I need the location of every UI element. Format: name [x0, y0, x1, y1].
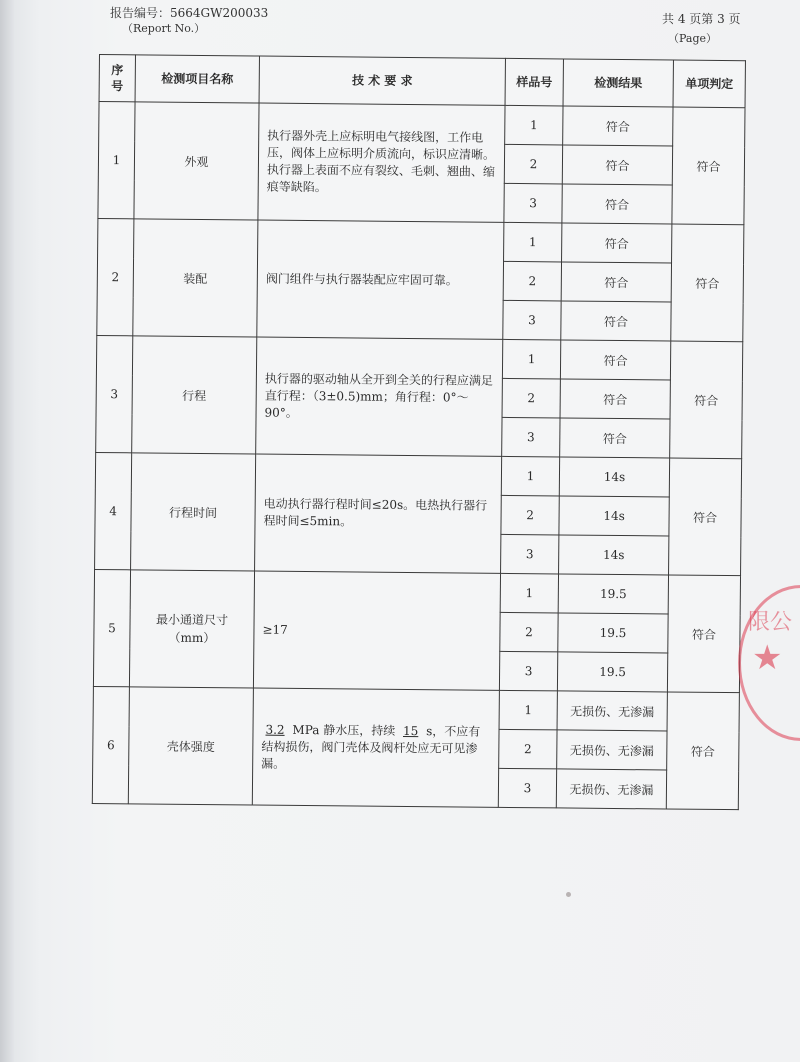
sample-result: 无损伤、无渗漏 — [556, 769, 666, 809]
duration-value: 15 — [403, 723, 419, 738]
sample-id: 2 — [503, 261, 561, 301]
row-verdict: 符合 — [667, 575, 740, 693]
row-number: 1 — [98, 102, 135, 219]
report-number: 报告编号：5664GW200033 — [110, 6, 269, 20]
col-header-sample: 样品号 — [505, 58, 563, 106]
sample-result: 14s — [559, 496, 669, 536]
sample-result: 符合 — [560, 379, 670, 419]
sample-id: 1 — [504, 222, 562, 262]
sample-result: 符合 — [562, 145, 672, 185]
sample-result: 符合 — [560, 418, 670, 458]
sample-id: 2 — [502, 378, 560, 418]
table-row — [98, 218, 744, 263]
row-item: 壳体强度 — [128, 687, 253, 805]
row-requirement: ≥17 — [253, 571, 500, 690]
row-requirement — [252, 688, 499, 807]
sample-id: 1 — [500, 573, 558, 613]
sample-result: 符合 — [562, 184, 672, 224]
seal-star-icon: ★ — [752, 638, 783, 678]
row-requirement: 电动执行器行程时间≤20s。电热执行器行程时间≤5min。 — [255, 454, 502, 573]
binding-shadow — [0, 0, 14, 1062]
sample-id: 2 — [504, 144, 562, 184]
row-number: 5 — [93, 569, 130, 686]
page-number: 共 4 页第 3 页 — [662, 12, 741, 26]
sample-id: 3 — [503, 300, 561, 340]
row-item: 行程 — [132, 336, 257, 454]
row-item: 外观 — [134, 102, 259, 220]
sample-id: 1 — [505, 105, 563, 145]
sample-result: 符合 — [561, 301, 671, 341]
sample-id: 3 — [498, 768, 556, 808]
row-verdict: 符合 — [672, 107, 745, 225]
row-verdict: 符合 — [666, 692, 739, 810]
sample-result: 符合 — [561, 262, 671, 302]
sample-result: 19.5 — [558, 574, 668, 614]
col-header-result: 检测结果 — [563, 59, 673, 107]
sample-id: 3 — [504, 183, 562, 223]
requirement-text: MPa 静水压，持续 — [292, 722, 396, 738]
row-number: 6 — [92, 686, 129, 803]
sample-result: 符合 — [560, 340, 670, 380]
scan-speck — [566, 892, 571, 897]
row-requirement: 执行器的驱动轴从全开到全关的行程应满足直行程：（3±0.5)mm；角行程：0°～90°。 — [256, 337, 503, 456]
table-header-row — [99, 55, 745, 108]
row-number: 4 — [95, 452, 132, 569]
sample-id: 1 — [501, 456, 559, 496]
table-row — [94, 569, 740, 614]
sample-id: 2 — [501, 495, 559, 535]
sample-result: 符合 — [562, 223, 672, 263]
row-requirement: 阀门组件与执行器装配应牢固可靠。 — [257, 220, 504, 339]
test-results-table — [92, 54, 746, 810]
sample-result: 无损伤、无渗漏 — [557, 730, 667, 770]
page-number-en: （Page） — [668, 32, 718, 45]
row-verdict: 符合 — [671, 224, 744, 342]
table-row — [99, 102, 745, 147]
col-header-requirement: 技 术 要 求 — [259, 56, 505, 105]
sample-result: 19.5 — [557, 652, 667, 692]
sample-result: 无损伤、无渗漏 — [557, 691, 667, 731]
table-row — [93, 686, 739, 731]
row-item: 最小通道尺寸（mm） — [129, 570, 254, 688]
sample-result: 符合 — [563, 106, 673, 146]
row-number: 3 — [96, 335, 133, 452]
sample-id: 2 — [500, 612, 558, 652]
sample-id: 3 — [499, 651, 557, 691]
col-header-verdict: 单项判定 — [673, 60, 745, 108]
seal-text: 限公 — [748, 610, 793, 635]
requirement-text: s，不应有结构损伤，阀门壳体及阀杆处应无可见渗漏。 — [261, 723, 481, 771]
row-item: 装配 — [133, 219, 258, 337]
table-row — [96, 335, 742, 380]
sample-result: 14s — [559, 457, 669, 497]
sample-result: 14s — [559, 535, 669, 575]
col-header-item: 检测项目名称 — [135, 55, 259, 103]
sample-id: 3 — [501, 534, 559, 574]
row-item: 行程时间 — [131, 453, 256, 571]
sample-id: 1 — [502, 339, 560, 379]
row-requirement: 执行器外壳上应标明电气接线图，工作电压，阀体上应标明介质流向，标识应清晰。执行器上表面不应有裂纹、毛刺、翘曲、缩痕等缺陷。 — [258, 103, 505, 222]
table-row — [95, 452, 741, 497]
row-number: 2 — [97, 218, 134, 335]
sample-id: 1 — [499, 690, 557, 730]
sample-id: 2 — [499, 729, 557, 769]
report-number-en: （Report No.） — [122, 22, 206, 35]
row-verdict: 符合 — [670, 341, 743, 459]
sample-id: 3 — [502, 417, 560, 457]
sample-result: 19.5 — [558, 613, 668, 653]
row-verdict: 符合 — [669, 458, 742, 576]
pressure-value: 3.2 — [265, 722, 285, 737]
col-header-no: 序号 — [99, 55, 135, 102]
